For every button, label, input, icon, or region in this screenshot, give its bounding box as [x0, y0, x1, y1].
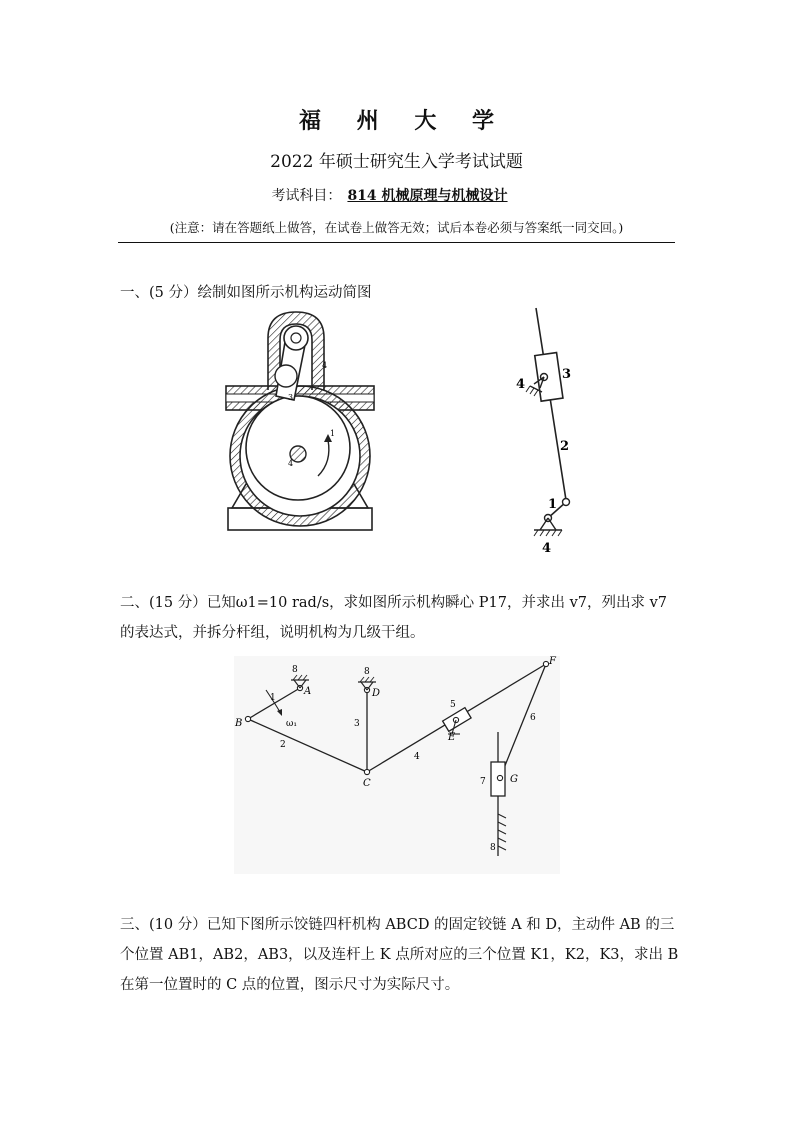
- label-link7: 7: [480, 777, 486, 787]
- label-link5: 5: [450, 700, 456, 710]
- university-name: 福 州 大 学: [299, 108, 508, 134]
- q1-figure-right: [500, 304, 600, 556]
- label-omega: ω₁: [286, 719, 297, 729]
- q1-right-label-4a: 4: [516, 377, 526, 392]
- label-C: C: [363, 778, 371, 789]
- header-divider: [118, 242, 675, 243]
- label-link1: 1: [270, 693, 276, 703]
- label-link6: 6: [530, 713, 536, 723]
- label-link2: 2: [280, 740, 286, 750]
- label-link4: 4: [414, 752, 420, 762]
- subject-value: 814 机械原理与机械设计: [347, 188, 508, 204]
- q1-left-label-4b: 4: [288, 459, 294, 468]
- q1-left-label-1: 1: [330, 429, 336, 438]
- exam-subject: [0, 185, 793, 205]
- question-1-text: 一、(5 分）绘制如图所示机构运动简图: [120, 285, 372, 301]
- label-G: G: [510, 774, 518, 785]
- label-B: B: [235, 718, 243, 729]
- question-3-text: 三、(10 分）已知下图所示饺链四杆机构 ABCD 的固定铰链 A 和 D，主动件 AB 的三个位置 AB1，AB2，AB3，以及连杆上 K 点所对应的三个位置 K1，K2，K3，求出 B 在第一位置时的 C 点的位置，图示尺寸为实际尺寸。: [120, 917, 679, 993]
- q1-left-label-3: 3: [288, 393, 294, 402]
- q1-right-label-1: 1: [548, 497, 558, 512]
- exam-title: 2022 年硕士研究生入学考试试题: [270, 152, 523, 172]
- q1-right-label-4b: 4: [542, 541, 552, 556]
- exam-notice: (注意：请在答题纸上做答，在试卷上做答无效；试后本卷必须与答案纸一同交回。): [169, 220, 624, 235]
- label-F: F: [549, 656, 556, 667]
- question-2-text: 二、(15 分）已知ω1=10 rad/s，求如图所示机构瞬心 P17，并求出 v7，列出求 v7 的表达式，并拆分杆组，说明机构为几级干组。: [120, 595, 668, 641]
- q1-right-label-2: 2: [560, 439, 570, 454]
- q1-left-label-4a: 4: [322, 361, 328, 370]
- q1-right-label-3: 3: [562, 367, 572, 382]
- label-E: E: [448, 732, 456, 743]
- subject-label: 考试科目：: [271, 188, 342, 204]
- label-A: A: [304, 686, 312, 697]
- label-ground-a: 8: [292, 665, 298, 675]
- label-D: D: [372, 688, 381, 699]
- label-ground-g: 8: [490, 843, 496, 853]
- q1-figure-left: [220, 308, 380, 544]
- label-ground-d: 8: [364, 667, 370, 677]
- q2-figure: [234, 656, 560, 874]
- label-link3: 3: [354, 719, 360, 729]
